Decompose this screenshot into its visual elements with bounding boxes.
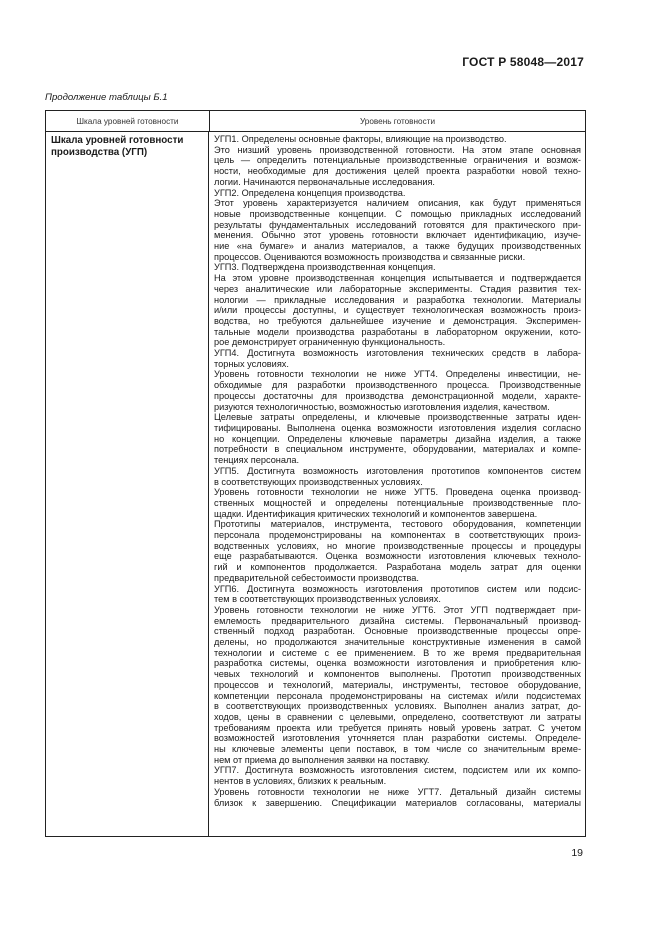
page-number: 19	[571, 847, 583, 859]
description-line: чевых технологий и компонентов выполнены. Прототип производственных	[214, 669, 581, 680]
description-line: На этом уровне производственная концепция испытывается и подтверждается	[214, 273, 581, 284]
scale-name-cell: Шкала уровней готовности производства (УГП)	[46, 132, 209, 837]
description-line: персонала продемонстрированы на компонентах в соответствующих произ-	[214, 530, 581, 541]
description-line: тифицированы. Выполнена оценка возможности изготовления изделия согласно	[214, 422, 581, 433]
description-line: в соответствующих производственных условиях.	[214, 476, 423, 487]
description-line: цель — определить потенциальные производственные ограничения и возмож-	[214, 155, 581, 166]
description-line: новые производственные концепции. С помощью прикладных исследований	[214, 208, 581, 219]
description-line: Уровень готовности технологии не ниже УГТ5. Проведена оценка производ-	[214, 487, 581, 498]
description-line: торных условиях.	[214, 358, 289, 369]
description-line: технологии и системе с ее применением. В то же время предварительная	[214, 647, 581, 658]
table-header-row	[46, 111, 585, 132]
document-code: ГОСТ Р 58048—2017	[462, 55, 584, 69]
description-line: УГП1. Определены основные факторы, влияющие на производство.	[214, 134, 507, 144]
description-line: в соответствующих производственных условиях. Выполнен анализ затрат, до-	[214, 701, 581, 712]
description-line: Уровень готовности технологии не ниже УГТ6. Этот УГП подтверждает при-	[214, 604, 581, 615]
description-line: ственный подход разработан. Основные производственные процессы опре-	[214, 626, 581, 637]
description-line: УГП4. Достигнута возможность изготовления технических средств в лабора-	[214, 348, 581, 359]
description-line: разработка системы, оценка возможности изготовления и приобретения клю-	[214, 658, 581, 669]
description-line: ризуются технологичностью, возможностью изготовления изделия, качеством.	[214, 401, 550, 412]
description-line: еще разрабатываются. Оценка возможности изготовления ключевых техноло-	[214, 551, 581, 562]
description-line: УГП2. Определена концепция производства.	[214, 187, 406, 198]
readiness-description-cell	[209, 132, 585, 837]
description-line: тальные модели производства разработаны в лабораторном окружении, кото-	[214, 326, 581, 337]
description-line: рое демонстрирует ограниченную функциональность.	[214, 337, 446, 348]
description-line: ности, необходимые для достижения целей проекта разработки новой техно-	[214, 166, 581, 177]
description-line: логии. Начинаются первоначальные исследования.	[214, 176, 435, 187]
description-line: нентов в условиях, близких к реальным.	[214, 776, 387, 787]
description-line: близок к завершению. Спецификации материалов согласованы, материалы	[214, 797, 581, 808]
description-line: ходов, цены в сравнении с целевыми, определено, соответствуют ли затраты	[214, 711, 581, 722]
column-header-scale: Шкала уровней готовности	[46, 111, 210, 131]
description-line: требованиям проекта или требуется принять новый уровень затрат. С учетом	[214, 722, 581, 733]
description-line: гий и компонентов продолжается. Разработана модель затрат для оценки	[214, 562, 581, 573]
description-line: через аналитические или лабораторные эксперименты. Стадия развития тех-	[214, 283, 581, 294]
description-line: Прототипы материалов, инструмента, тестового оборудования, компетенции	[214, 519, 581, 530]
description-line: УГП7. Достигнута возможность изготовления систем, подсистем или их компо-	[214, 765, 581, 776]
description-line: менения. Обычно этот уровень готовности включает идентификацию, изуче-	[214, 230, 581, 241]
description-line: и/или процессы доступны, и существует технологическая возможность произ-	[214, 305, 581, 316]
description-line: нем от приема до выполнения заявки на поставку.	[214, 754, 430, 765]
description-line: УГП6. Достигнута возможность изготовления прототипов систем или подсис-	[214, 583, 581, 594]
description-line: процессов. Оцениваются возможность производства и связанные риски.	[214, 251, 526, 262]
table-continuation-caption: Продолжение таблицы Б.1	[45, 92, 168, 103]
description-line: ственных мощностей и определены потенциальные производственные пло-	[214, 497, 581, 508]
description-line: возможностей изготовления уточняется план разработки системы. Определе-	[214, 733, 581, 744]
description-line: Уровень готовности технологии не ниже УГТ7. Детальный дизайн системы	[214, 786, 581, 797]
table-row	[46, 132, 585, 837]
description-line: делены, но продолжаются значительные конструктивные изменения в самой	[214, 637, 581, 648]
description-line: процессов и технологий, материалы, инструменты, тестовое оборудование,	[214, 679, 581, 690]
column-header-level: Уровень готовности	[359, 116, 436, 126]
description-line: обходимые для разработки производственного процесса. Производственные	[214, 380, 581, 391]
description-line: предварительной себестоимости производства.	[214, 572, 419, 583]
description-line: тем в соответствующих производственных условиях.	[214, 594, 441, 605]
description-line: потребности в специальном инструменте, оборудовании, материалах и компе-	[214, 444, 581, 455]
description-line: компетенции персонала продемонстрированы на системах и/или подсистемах	[214, 690, 581, 701]
description-line: ние «на бумаге» и анализ материалов, а также будущих производственных	[214, 241, 581, 252]
description-line: нологии — прикладные исследования и разработка технологии. Материалы	[214, 294, 581, 305]
description-line: но концепции. Определены ключевые параметры дизайна изделия, а также	[214, 433, 581, 444]
description-line: Уровень готовности технологии не ниже УГТ4. Определены инвестиции, не-	[214, 369, 581, 380]
description-line: ны ключевые элементы цепи поставок, в том числе со значительным време-	[214, 744, 581, 755]
readiness-table	[45, 110, 586, 837]
description-line: емлемость предварительного дизайна системы. Первоначальный производ-	[214, 615, 581, 626]
description-line: водственных условиях, но многие производственные процессы и процедуры	[214, 540, 581, 551]
description-line: Это низший уровень производственной готовности. На этом этапе основная	[214, 144, 581, 155]
description-line: УГП5. Достигнута возможность изготовления прототипов компонентов систем	[214, 465, 581, 476]
description-line: процессы достаточны для производства демонстрационной модели, характе-	[214, 390, 581, 401]
description-line: тенциях персонала.	[214, 455, 300, 466]
description-line: Целевые затраты определены, и ключевые производственные затраты иден-	[214, 412, 581, 423]
description-line: Этот уровень характеризуется наличием описания, как будут применяться	[214, 198, 581, 209]
description-line: УГП3. Подтверждена производственная концепция.	[214, 262, 436, 273]
description-line: результаты фундаментальных исследований готовятся для практического при-	[214, 219, 581, 230]
description-line: щадки. Идентификация критических технологий и компонентов завершена.	[214, 508, 538, 519]
description-line: водства, но требуются дальнейшее изучение и демонстрация. Эксперимен-	[214, 315, 581, 326]
